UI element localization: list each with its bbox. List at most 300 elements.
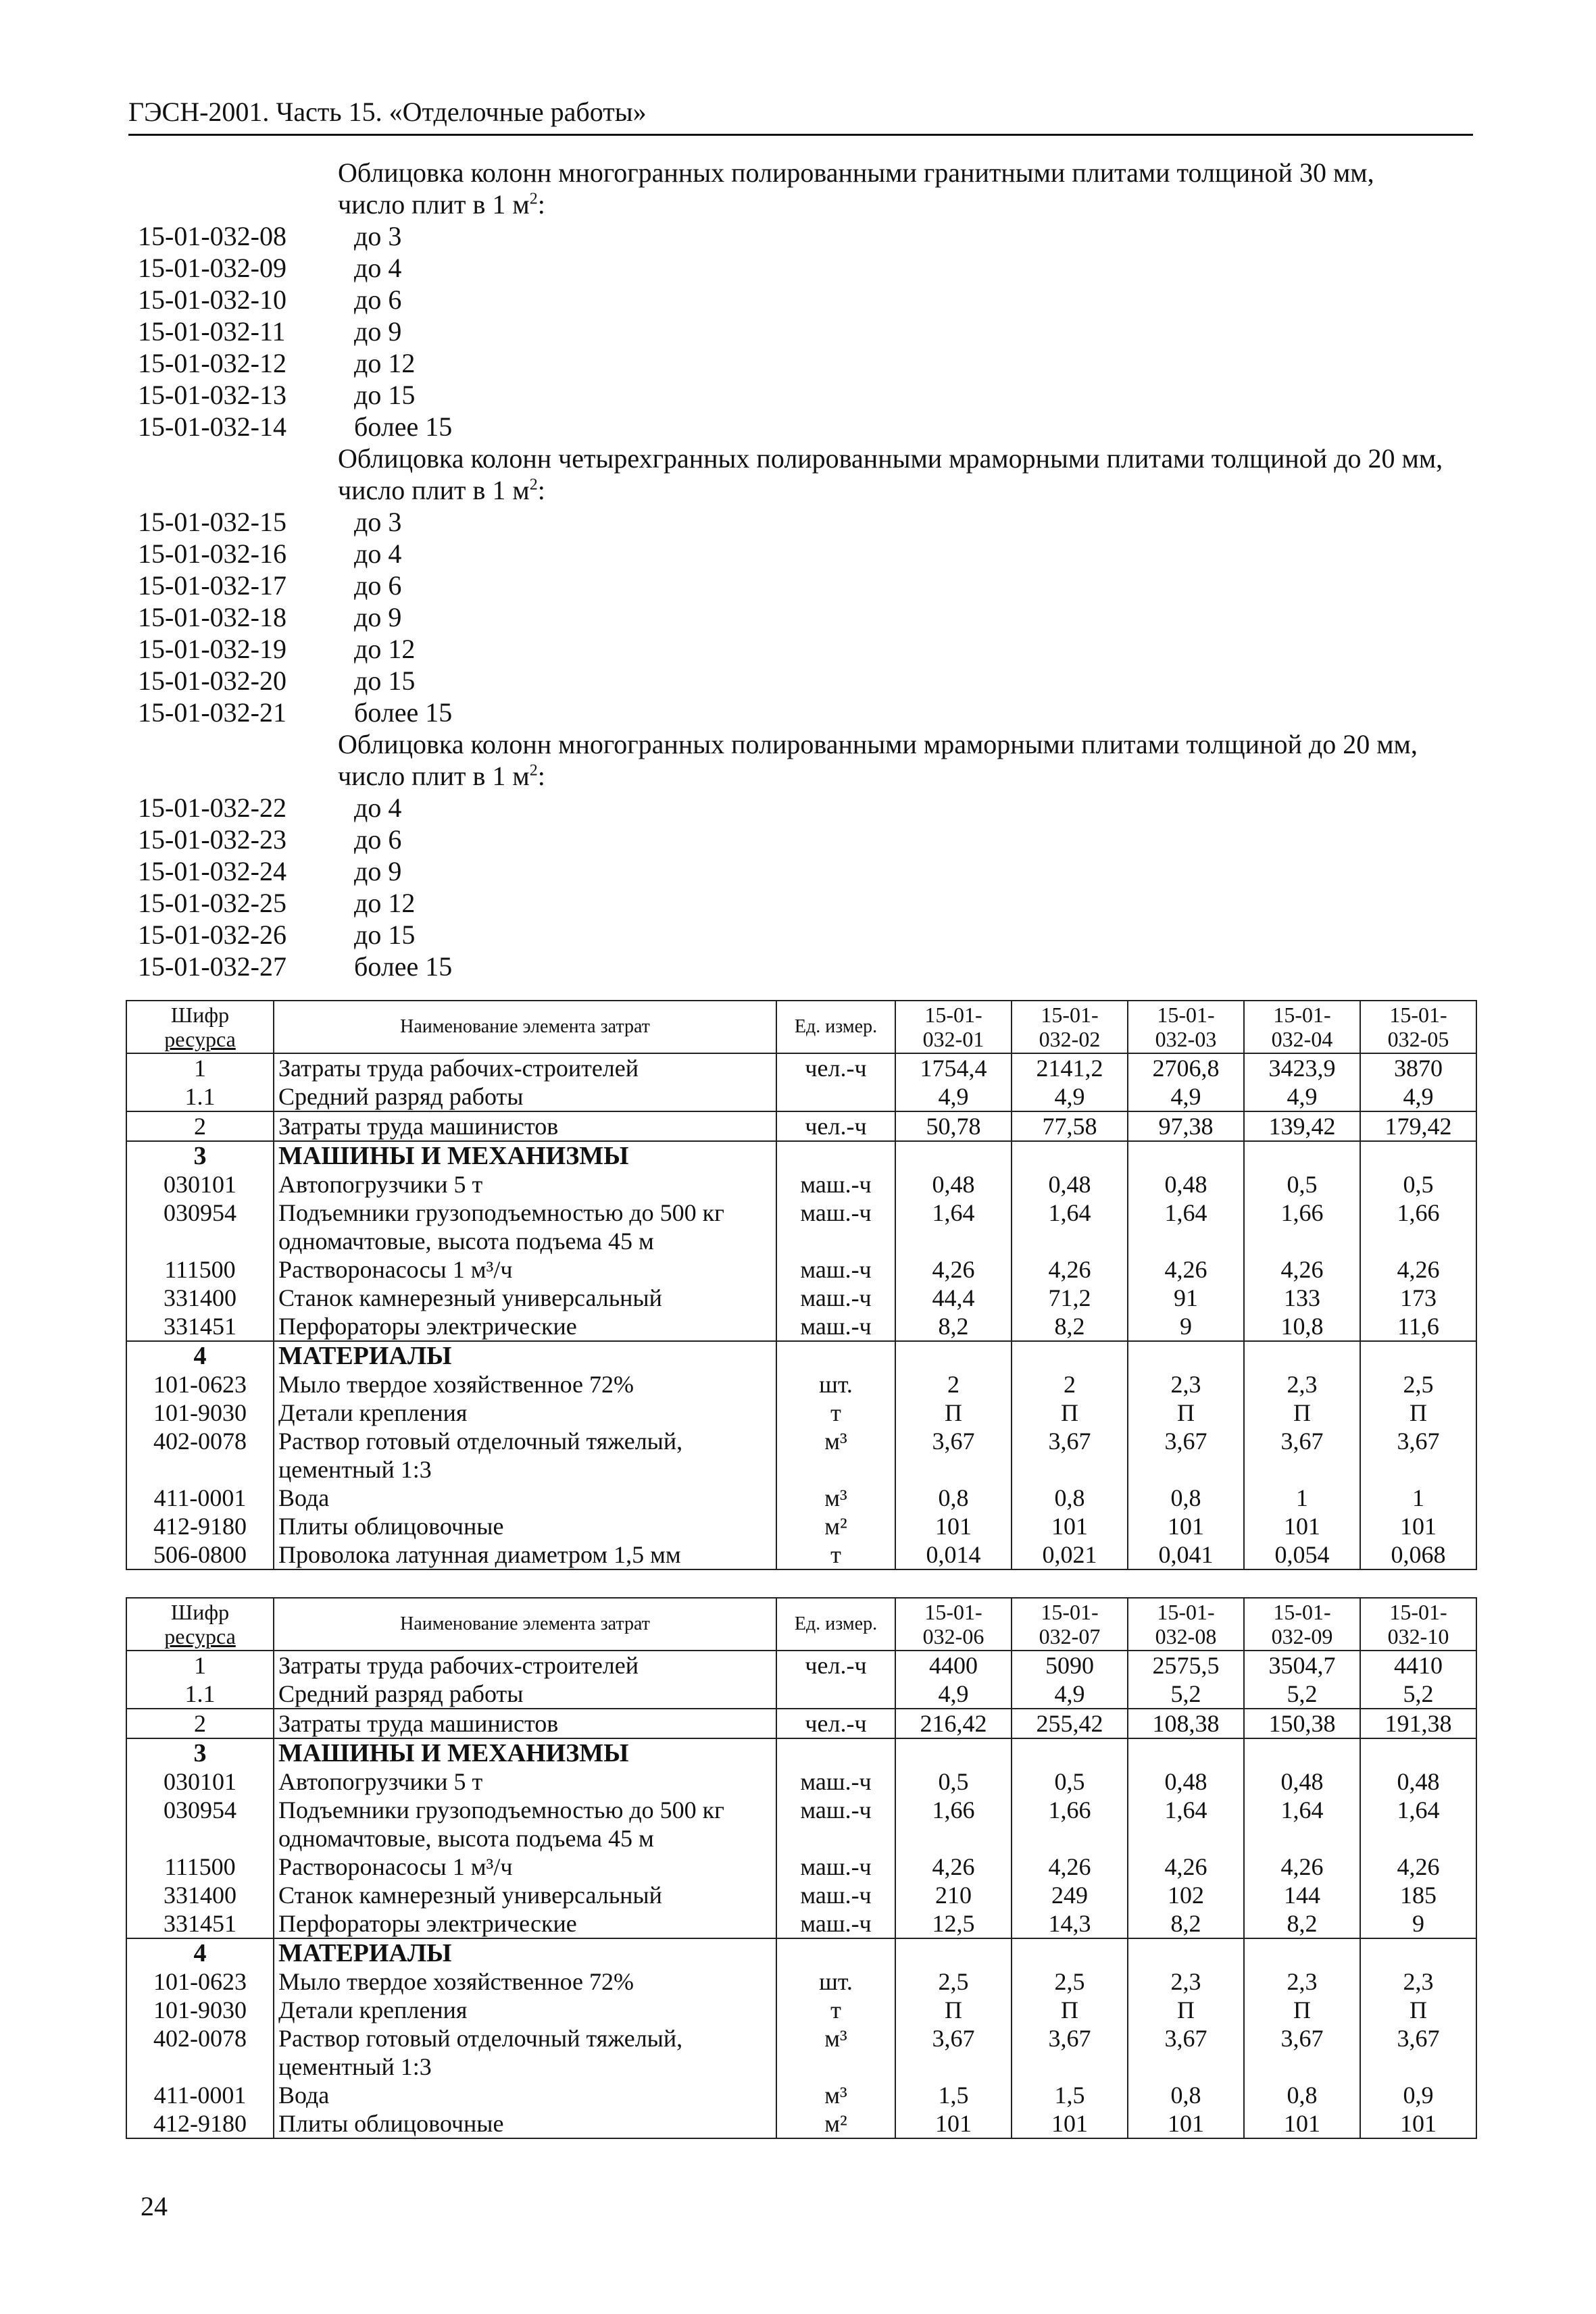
item-code: 15-01-032-09: [138, 253, 286, 283]
cell-value: 4,26: [1244, 1255, 1360, 1284]
cell-code: 101-9030: [126, 1399, 274, 1427]
cell-unit: чел.-ч: [776, 1651, 895, 1680]
cell-value: [1244, 1341, 1360, 1370]
cell-name-line: Плиты облицовочные: [278, 2110, 504, 2137]
list-item: [138, 284, 1482, 316]
cell-value: 8,2: [1128, 1909, 1244, 1938]
cell-value: [1128, 1738, 1244, 1767]
cell-code: 030101: [126, 1170, 274, 1199]
item-value: до 4: [354, 253, 402, 283]
table-row: [126, 1967, 1476, 1996]
cell-code: 111500: [126, 1255, 274, 1284]
cell-code: 2: [126, 1111, 274, 1141]
cell-name: [274, 2024, 776, 2081]
table-row: [126, 2109, 1476, 2138]
cell-unit: м³: [776, 1484, 895, 1512]
header-norm-code: [1244, 1598, 1360, 1651]
cell-value: 0,8: [1128, 1484, 1244, 1512]
header-norm-code-line2: 032-01: [922, 1027, 984, 1051]
item-value: до 15: [354, 380, 416, 410]
cell-value: 2,3: [1360, 1967, 1476, 1996]
cell-value: 249: [1012, 1881, 1128, 1909]
cell-unit: м³: [776, 1427, 895, 1484]
cell-value: 8,2: [895, 1312, 1012, 1341]
cell-value: 77,58: [1012, 1111, 1128, 1141]
cell-value: [1360, 1341, 1476, 1370]
cell-value: 4400: [895, 1651, 1012, 1680]
table-row: [126, 1199, 1476, 1255]
cell-name-line: Затраты труда машинистов: [278, 1113, 559, 1140]
cell-name-line: Автопогрузчики 5 т: [278, 1768, 483, 1795]
table-row: [126, 1512, 1476, 1540]
cell-value: 101: [1128, 2109, 1244, 2138]
cell-name: [274, 1967, 776, 1996]
group-title-line: [138, 474, 1482, 506]
header-norm-code: [1012, 1001, 1128, 1053]
cell-unit: маш.-ч: [776, 1796, 895, 1853]
cell-value: 4,26: [1360, 1853, 1476, 1881]
cell-name-line: Плиты облицовочные: [278, 1513, 504, 1540]
cell-value: [1244, 1938, 1360, 1967]
cell-unit: чел.-ч: [776, 1053, 895, 1082]
cell-value: 0,9: [1360, 2081, 1476, 2109]
cell-name: [274, 1512, 776, 1540]
cell-value: 2,3: [1244, 1967, 1360, 1996]
cell-value: 4,9: [1128, 1082, 1244, 1111]
cell-value: П: [895, 1996, 1012, 2024]
header-norm-code-line1: 15-01-: [1157, 1003, 1215, 1027]
cell-unit: маш.-ч: [776, 1312, 895, 1341]
item-value: более 15: [354, 951, 453, 982]
cell-value: 3,67: [1128, 2024, 1244, 2081]
item-code: 15-01-032-14: [138, 411, 286, 442]
item-code: 15-01-032-26: [138, 920, 286, 950]
table-row: [126, 1484, 1476, 1512]
cell-code: 111500: [126, 1853, 274, 1881]
header-norm-code: [1128, 1598, 1244, 1651]
group-subtitle: [338, 760, 545, 792]
group-title: Облицовка колонн четырехгранных полированными мраморными плитами толщиной до 20 мм,: [338, 443, 1443, 474]
cell-code: 412-9180: [126, 1512, 274, 1540]
item-value: до 12: [354, 348, 416, 378]
table-row: [126, 1284, 1476, 1312]
cell-value: [1244, 1141, 1360, 1170]
header-norm-code-line1: 15-01-: [1041, 1600, 1099, 1624]
cell-value: П: [1128, 1399, 1244, 1427]
header-norm-code-line1: 15-01-: [1273, 1003, 1331, 1027]
cell-name-line: МАТЕРИАЛЫ: [278, 1939, 452, 1967]
table-row: [126, 1680, 1476, 1709]
item-value: до 6: [354, 284, 402, 315]
item-value: до 15: [354, 665, 416, 696]
cell-name-line: Перфораторы электрические: [278, 1313, 577, 1340]
cell-name-line: Автопогрузчики 5 т: [278, 1171, 483, 1198]
item-code: 15-01-032-18: [138, 602, 286, 632]
item-code: 15-01-032-10: [138, 284, 286, 315]
cell-value: [1128, 1341, 1244, 1370]
cell-name-line2: одномачтовые, высота подъема 45 м: [278, 1228, 654, 1255]
table-row: [126, 1767, 1476, 1796]
cell-value: 4,26: [1012, 1853, 1128, 1881]
header-cipher-line1: Шифр: [170, 1600, 230, 1624]
cell-value: 0,041: [1128, 1540, 1244, 1569]
cell-value: 3,67: [1128, 1427, 1244, 1484]
cell-code: 030954: [126, 1199, 274, 1255]
cell-value: 1,5: [1012, 2081, 1128, 2109]
item-code: 15-01-032-16: [138, 538, 286, 569]
cell-unit: [776, 1341, 895, 1370]
header-norm-code: [1360, 1001, 1476, 1053]
list-item: [138, 538, 1482, 570]
header-norm-code-line2: 032-08: [1155, 1624, 1217, 1649]
group-title-line: [138, 157, 1482, 188]
list-item: [138, 347, 1482, 379]
cell-name-line: Затраты труда рабочих-строителей: [278, 1055, 639, 1082]
cell-unit: [776, 1141, 895, 1170]
cell-value: 9: [1128, 1312, 1244, 1341]
cell-value: 3,67: [895, 2024, 1012, 2081]
item-code: 15-01-032-15: [138, 507, 286, 537]
header-unit: Ед. измер.: [776, 1001, 895, 1053]
cell-name-line: Подъемники грузоподъемностью до 500 кг: [278, 1199, 724, 1226]
item-code: 15-01-032-12: [138, 348, 286, 378]
cell-value: 0,5: [895, 1767, 1012, 1796]
cell-value: 8,2: [1244, 1909, 1360, 1938]
cell-name-line: МАТЕРИАЛЫ: [278, 1342, 452, 1370]
header-norm-code: [1012, 1598, 1128, 1651]
cell-value: 101: [895, 2109, 1012, 2138]
header-norm-code-line1: 15-01-: [924, 1600, 982, 1624]
cell-value: 1: [1244, 1484, 1360, 1512]
cell-name-line: Перфораторы электрические: [278, 1910, 577, 1937]
cell-value: 0,8: [1244, 2081, 1360, 2109]
cell-name: [274, 1284, 776, 1312]
cell-value: 71,2: [1012, 1284, 1128, 1312]
cell-unit: маш.-ч: [776, 1255, 895, 1284]
table-row: [126, 1427, 1476, 1484]
cell-name: [274, 1651, 776, 1680]
cell-value: 2,3: [1244, 1370, 1360, 1399]
cell-name-line: Вода: [278, 1484, 330, 1511]
cell-value: 0,5: [1244, 1170, 1360, 1199]
cell-code: 3: [126, 1738, 274, 1767]
cell-value: 0,48: [895, 1170, 1012, 1199]
cell-value: [1128, 1141, 1244, 1170]
cell-code: 1.1: [126, 1082, 274, 1111]
cell-name: [274, 1053, 776, 1082]
superscript: 2: [529, 761, 538, 780]
cell-value: П: [1244, 1996, 1360, 2024]
cell-value: 101: [1012, 2109, 1128, 2138]
header-cipher-line1: Шифр: [170, 1003, 230, 1027]
cell-value: 139,42: [1244, 1111, 1360, 1141]
cell-value: [1360, 1141, 1476, 1170]
header-norm-code-line2: 032-03: [1155, 1027, 1217, 1051]
cell-value: 2,5: [1360, 1370, 1476, 1399]
cell-value: 10,8: [1244, 1312, 1360, 1341]
cell-name-line: Растворонасосы 1 м³/ч: [278, 1256, 513, 1283]
cell-unit: т: [776, 1540, 895, 1569]
table-row: [126, 1341, 1476, 1370]
cell-name-line: Станок камнерезный универсальный: [278, 1882, 662, 1909]
cell-value: 0,48: [1128, 1767, 1244, 1796]
cell-name-line: Вода: [278, 2082, 330, 2109]
cell-unit: м²: [776, 2109, 895, 2138]
header-norm-code-line1: 15-01-: [924, 1003, 982, 1027]
cell-value: [895, 1738, 1012, 1767]
cell-value: 101: [1360, 1512, 1476, 1540]
group-title-line: [138, 188, 1482, 220]
header-norm-code: [1360, 1598, 1476, 1651]
cell-value: 3,67: [1360, 1427, 1476, 1484]
cell-value: 4,26: [1360, 1255, 1476, 1284]
cell-value: П: [1244, 1399, 1360, 1427]
header-cipher: [126, 1598, 274, 1651]
header-name: Наименование элемента затрат: [274, 1001, 776, 1053]
group-subtitle: [338, 474, 545, 506]
cell-value: 101: [1128, 1512, 1244, 1540]
cell-value: 2575,5: [1128, 1651, 1244, 1680]
cell-name: [274, 1938, 776, 1967]
cell-value: 5,2: [1244, 1680, 1360, 1709]
cell-value: 4,26: [1128, 1255, 1244, 1284]
cell-name: [274, 2109, 776, 2138]
cell-value: 1,66: [1244, 1199, 1360, 1255]
cell-code: 331451: [126, 1312, 274, 1341]
header-norm-code-line2: 032-04: [1271, 1027, 1333, 1051]
cell-value: 0,5: [1360, 1170, 1476, 1199]
cell-code: 1: [126, 1053, 274, 1082]
cell-value: 1,66: [1012, 1796, 1128, 1853]
cell-value: 4,9: [1012, 1082, 1128, 1111]
page-header: [128, 95, 1473, 136]
group-title-line: [138, 760, 1482, 792]
cell-name: [274, 1484, 776, 1512]
cell-value: [1360, 1938, 1476, 1967]
item-code: 15-01-032-17: [138, 570, 286, 601]
list-item: [138, 601, 1482, 633]
cell-value: 0,8: [895, 1484, 1012, 1512]
header-name: Наименование элемента затрат: [274, 1598, 776, 1651]
cell-unit: маш.-ч: [776, 1170, 895, 1199]
group-subtitle-end: :: [537, 189, 545, 220]
cell-name-line: Мыло твердое хозяйственное 72%: [278, 1371, 634, 1398]
cell-value: 44,4: [895, 1284, 1012, 1312]
cell-code: 3: [126, 1141, 274, 1170]
cell-name: [274, 1370, 776, 1399]
cell-value: [1128, 1938, 1244, 1967]
list-item: [138, 887, 1482, 919]
cell-value: 3504,7: [1244, 1651, 1360, 1680]
cell-name: [274, 1170, 776, 1199]
cell-unit: маш.-ч: [776, 1881, 895, 1909]
item-code: 15-01-032-19: [138, 634, 286, 664]
cell-value: 3,67: [1012, 1427, 1128, 1484]
header-cipher-line2: ресурса: [164, 1624, 236, 1649]
table-row: [126, 1881, 1476, 1909]
header-norm-code-line1: 15-01-: [1389, 1600, 1447, 1624]
header-norm-code-line2: 032-09: [1271, 1624, 1333, 1649]
item-code: 15-01-032-22: [138, 793, 286, 823]
item-value: до 9: [354, 602, 402, 632]
item-value: более 15: [354, 697, 453, 728]
cell-value: 0,8: [1128, 2081, 1244, 2109]
header-norm-code-line2: 032-10: [1387, 1624, 1449, 1649]
superscript: 2: [529, 476, 538, 494]
cell-value: [1012, 1341, 1128, 1370]
table-row: [126, 1996, 1476, 2024]
header-norm-code-line2: 032-06: [922, 1624, 984, 1649]
cell-value: 3,67: [1012, 2024, 1128, 2081]
cell-name: [274, 1796, 776, 1853]
cell-unit: маш.-ч: [776, 1853, 895, 1881]
group-subtitle: [338, 188, 545, 220]
cell-unit: т: [776, 1996, 895, 2024]
cell-value: 210: [895, 1881, 1012, 1909]
cell-value: 4,26: [1244, 1853, 1360, 1881]
cell-value: 0,021: [1012, 1540, 1128, 1569]
cell-value: 4,26: [895, 1255, 1012, 1284]
cell-code: 101-9030: [126, 1996, 274, 2024]
cell-value: 4410: [1360, 1651, 1476, 1680]
cell-name-line: Подъемники грузоподъемностью до 500 кг: [278, 1796, 724, 1823]
cell-value: 1,64: [1128, 1199, 1244, 1255]
table-header-row: [126, 1598, 1476, 1651]
cell-value: 3,67: [895, 1427, 1012, 1484]
cell-unit: маш.-ч: [776, 1199, 895, 1255]
cell-value: [1012, 1738, 1128, 1767]
cell-value: 4,26: [895, 1853, 1012, 1881]
item-value: до 15: [354, 920, 416, 950]
cell-name: [274, 1540, 776, 1569]
cell-name-line: Проволока латунная диаметром 1,5 мм: [278, 1541, 681, 1568]
cell-code: 411-0001: [126, 1484, 274, 1512]
cell-code: 402-0078: [126, 2024, 274, 2081]
cell-value: П: [1012, 1399, 1128, 1427]
cell-value: 150,38: [1244, 1709, 1360, 1738]
superscript: 2: [529, 190, 538, 208]
cell-value: П: [1012, 1996, 1128, 2024]
cell-name-line: Растворонасосы 1 м³/ч: [278, 1853, 513, 1880]
cell-unit: м²: [776, 1512, 895, 1540]
cell-value: П: [895, 1399, 1012, 1427]
cell-unit: [776, 1738, 895, 1767]
cell-value: 5090: [1012, 1651, 1128, 1680]
cell-value: 173: [1360, 1284, 1476, 1312]
cell-value: 1,66: [1360, 1199, 1476, 1255]
cell-name-line: Детали крепления: [278, 1399, 468, 1426]
cell-code: 101-0623: [126, 1370, 274, 1399]
header-norm-code-line2: 032-02: [1039, 1027, 1101, 1051]
list-item: [138, 792, 1482, 824]
cell-code: 402-0078: [126, 1427, 274, 1484]
cell-value: 101: [1244, 2109, 1360, 2138]
cell-value: 0,48: [1012, 1170, 1128, 1199]
list-item: [138, 855, 1482, 887]
cell-value: 0,054: [1244, 1540, 1360, 1569]
cell-name: [274, 2081, 776, 2109]
cell-value: 0,48: [1360, 1767, 1476, 1796]
cell-value: 4,9: [1244, 1082, 1360, 1111]
cell-name: [274, 1141, 776, 1170]
group-title-line: [138, 443, 1482, 474]
header-norm-code-line2: 032-07: [1039, 1624, 1101, 1649]
table-row: [126, 2081, 1476, 2109]
cell-name: [274, 1853, 776, 1881]
table-row: [126, 2024, 1476, 2081]
cell-value: 216,42: [895, 1709, 1012, 1738]
cell-value: 1,64: [1012, 1199, 1128, 1255]
cell-name: [274, 1341, 776, 1370]
intro-code-list: [138, 157, 1482, 982]
cell-value: 102: [1128, 1881, 1244, 1909]
cell-unit: шт.: [776, 1967, 895, 1996]
cell-name: [274, 1312, 776, 1341]
cell-value: П: [1128, 1996, 1244, 2024]
cell-name-line2: цементный 1:3: [278, 2053, 432, 2080]
group-subtitle-text: число плит в 1 м: [338, 189, 530, 220]
cell-unit: маш.-ч: [776, 1284, 895, 1312]
cell-value: [1360, 1738, 1476, 1767]
cell-unit: [776, 1680, 895, 1709]
item-value: до 4: [354, 793, 402, 823]
cell-code: 030954: [126, 1796, 274, 1853]
table-row: [126, 1370, 1476, 1399]
table-row: [126, 1399, 1476, 1427]
cell-name-line: МАШИНЫ И МЕХАНИЗМЫ: [278, 1142, 629, 1170]
list-item: [138, 220, 1482, 252]
cell-value: 3,67: [1244, 1427, 1360, 1484]
header-norm-code-line1: 15-01-: [1389, 1003, 1447, 1027]
header-cipher-line2: ресурса: [164, 1027, 236, 1051]
table-row: [126, 1909, 1476, 1938]
cell-name: [274, 1199, 776, 1255]
list-item: [138, 252, 1482, 284]
list-item: [138, 824, 1482, 855]
item-value: до 3: [354, 221, 402, 251]
list-item: [138, 633, 1482, 665]
cell-value: 0,068: [1360, 1540, 1476, 1569]
cell-value: 2,3: [1128, 1967, 1244, 1996]
cell-name-line: МАШИНЫ И МЕХАНИЗМЫ: [278, 1739, 629, 1767]
cell-value: 9: [1360, 1909, 1476, 1938]
cell-value: 3,67: [1244, 2024, 1360, 2081]
list-item: [138, 379, 1482, 411]
cell-value: 101: [1360, 2109, 1476, 2138]
list-item: [138, 506, 1482, 538]
item-value: до 12: [354, 634, 416, 664]
cell-value: 4,26: [1012, 1255, 1128, 1284]
cell-value: 108,38: [1128, 1709, 1244, 1738]
header-norm-code-line1: 15-01-: [1041, 1003, 1099, 1027]
item-value: до 4: [354, 538, 402, 569]
cell-code: 331400: [126, 1284, 274, 1312]
cell-value: 2141,2: [1012, 1053, 1128, 1082]
header-norm-code-line2: 032-05: [1387, 1027, 1449, 1051]
header-norm-code: [895, 1598, 1012, 1651]
list-item: [138, 919, 1482, 951]
table-row: [126, 1651, 1476, 1680]
cell-value: 2706,8: [1128, 1053, 1244, 1082]
item-value: до 3: [354, 507, 402, 537]
cell-value: 191,38: [1360, 1709, 1476, 1738]
item-value: до 9: [354, 856, 402, 886]
cell-name-line: Детали крепления: [278, 1996, 468, 2023]
table-row: [126, 1738, 1476, 1767]
cell-name: [274, 1399, 776, 1427]
cell-value: 4,9: [895, 1680, 1012, 1709]
table-row: [126, 1853, 1476, 1881]
